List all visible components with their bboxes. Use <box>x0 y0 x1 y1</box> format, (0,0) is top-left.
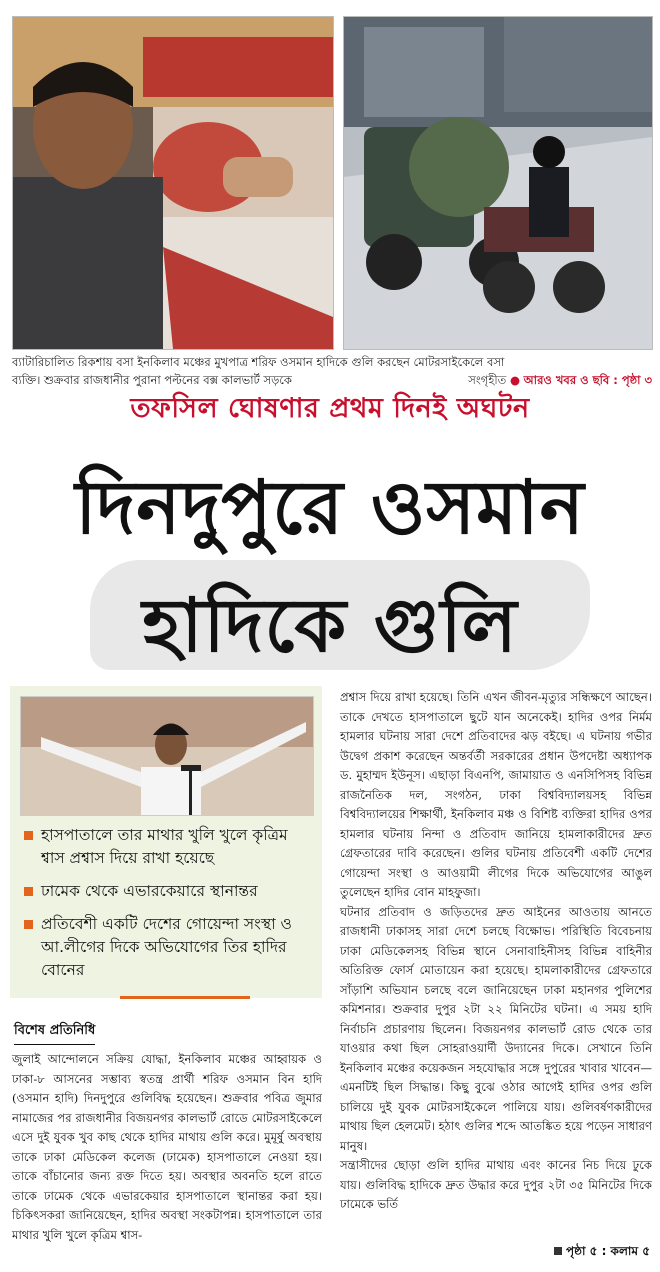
photo-caption <box>12 353 652 389</box>
continued-on-page[interactable] <box>554 1243 650 1263</box>
cctv-shooting-photo <box>343 16 653 350</box>
body-paragraph: প্রশ্বাস দিয়ে রাখা হয়েছে। তিনি এখন জীবন-মৃত্যুর সন্ধিক্ষণে আছেন। তাকে দেখতে হাসপাতালে ছুটে যান অনেকেই। হাদির ওপর নির্মম হামলার ঘটনায় সারা দেশে প্রতিবাদের ঝড় বইছে। এ ঘটনায় গভীর উদ্বেগ প্রকাশ করেছেন অন্তর্বর্তী সরকারের প্রধান উপদেষ্টা অধ্যাপক ড. মুহাম্মদ ইউনূস। এছাড়া বিএনপি, জামায়াত ও এনসিপিসহ বিভিন্ন রাজনৈতিক দল, সংগঠন, ঢাকা বিশ্ববিদ্যালয়সহ বিভিন্ন বিশ্ববিদ্যালয়ের শিক্ষার্থী, ইনকিলাব মঞ্চ ও বিশিষ্ট ব্যক্তিরা হাদির ওপর হামলার ঘটনায় নিন্দা ও প্রতিবাদ জানিয়ে হামলাকারীদের দ্রুত গ্রেফতারের দাবি করেছেন। গুলির ঘটনায় প্রতিবেশী একটি দেশের গোয়েন্দা সংস্থা ও আওয়ামী লীগের দিকে অভিযোগের আঙুল তুলেছেন হাদির বোন মাহফুজা। <box>340 690 652 899</box>
body-paragraph: সন্ত্রাসীদের ছোড়া গুলি হাদির মাথায় এবং কানের নিচ দিয়ে ঢুকে যায়। গুলিবিদ্ধ হাদিকে দ্রুত উদ্ধার করে দুপুর ২টা ৩৫ মিনিটের দিকে ঢামেকে ভর্তি <box>340 1158 652 1211</box>
headline-line-2: হাদিকে গুলি <box>142 583 518 669</box>
square-bullet-icon <box>554 1247 562 1255</box>
highlight-item <box>24 824 314 870</box>
square-bullet-icon <box>24 920 33 929</box>
highlight-text: হাসপাতালে তার মাথার খুলি খুলে কৃত্রিম শ্বাস প্রশ্বাস দিয়ে রাখা হয়েছে <box>41 826 288 867</box>
body-paragraph: ঘটনার প্রতিবাদ ও জড়িতদের দ্রুত আইনের আওতায় আনতে রাজধানী ঢাকাসহ সারা দেশে চলছে বিক্ষোভ। পরিস্থিতি বিবেচনায় ঢাকা মেডিকেলসহ বিভিন্ন স্থানে সেনাবাহিনীসহ বিভিন্ন বাহিনীর অতিরিক্ত ফোর্স মোতায়েন করা হয়েছে। হামলাকারীদের গ্রেফতারে সাঁড়াশি অভিযান চলছে বলে জানিয়েছেন ঢাকা মহানগর পুলিশের কমিশনার। শুক্রবার দুপুর ২টা ২২ মিনিটের ঘটনা। এ সময় হাদি নির্বাচনি প্রচারণায় ছিলেন। বিজয়নগর কালভার্ট রোড থেকে তার যাওয়ার কথা ছিল সোহরাওয়ার্দী উদ্যানের দিকে। সেখানে তিনি ইনকিলাব মঞ্চের কয়েকজন সহযোদ্ধার সঙ্গে দুপুরের খাবার খাবেন—এমনটিই ছিল সিদ্ধান্ত। কিছু বুঝে ওঠার আগেই হাদির ওপর গুলি চালিয়ে দুই যুবক মোটরসাইকেলে পালিয়ে যায়। গুলিবর্ষণকারীদের মাথায় ছিল হেলমেট। হঠাৎ গুলির শব্দে আতঙ্কিত হয়ে পড়েন সাধারণ মানুষ। <box>340 904 652 1153</box>
square-bullet-icon <box>24 887 33 896</box>
article-column-right <box>340 688 652 1215</box>
kicker-headline: তফসিল ঘোষণার প্রথম দিনই অঘটন <box>130 393 530 424</box>
continue-text: পৃষ্ঠা ৫ : কলাম ৫ <box>565 1244 650 1258</box>
article-column-left <box>12 1050 322 1245</box>
highlight-text: ঢামেক থেকে এভারকেয়ারে স্থানান্তর <box>41 882 258 900</box>
caption-line-1: ব্যাটারিচালিত রিকশায় বসা ইনকিলাব মঞ্চের মুখপাত্র শরিফ ওসমান হাদিকে গুলি করছেন মোটরসাইকেলে বসা <box>12 355 505 369</box>
headline-line-1: দিনদুপুরে ওসমান <box>75 465 585 551</box>
more-news-link[interactable]: আরও খবর ও ছবি : পৃষ্ঠা ৩ <box>523 373 652 387</box>
photo-credit: সংগৃহীত <box>468 373 507 387</box>
rickshaw-photo <box>12 16 334 350</box>
byline: বিশেষ প্রতিনিধি <box>14 1021 95 1045</box>
box-divider <box>120 996 250 999</box>
caption-credit-and-more <box>468 371 652 389</box>
caption-line-2: ব্যক্তি। শুক্রবার রাজধানীর পুরানা পল্টনের বক্স কালভার্ট সড়কে <box>12 373 292 387</box>
square-bullet-icon <box>24 831 33 840</box>
highlight-list <box>24 824 314 992</box>
speaker-photo <box>20 696 314 816</box>
bullet-dot-icon: ● <box>509 373 520 387</box>
highlight-text: প্রতিবেশী একটি দেশের গোয়েন্দা সংস্থা ও আ.লীগের দিকে অভিযোগের তির হাদির বোনের <box>41 915 292 979</box>
highlight-item <box>24 913 314 982</box>
highlights-box <box>10 686 322 998</box>
highlight-item <box>24 880 314 903</box>
body-paragraph: জুলাই আন্দোলনে সক্রিয় যোদ্ধা, ইনকিলাব মঞ্চের আহ্বায়ক ও ঢাকা-৮ আসনের সম্ভাব্য স্বতন্ত্র প্রার্থী শরিফ ওসমান বিন হাদি (ওসমান হাদি) দিনদুপুরে গুলিবিদ্ধ হয়েছেন। শুক্রবার পবিত্র জুমার নামাজের পর রাজধানীর বিজয়নগর কালভার্ট রোডে মোটরসাইকেলে এসে দুই যুবক খুব কাছ থেকে হাদির মাথায় গুলি করে। মুমূর্ষু অবস্থায় তাকে ঢাকা মেডিকেল কলেজ (ঢামেক) হাসপাতালে নেওয়া হয়। তাকে বাঁচানোর জন্য রক্ত দিতে হয়। অবস্থার অবনতি হলে রাতে তাকে ঢামেক থেকে এভারকেয়ার হাসপাতালে স্থানান্তর করা হয়। চিকিৎসকরা জানিয়েছেন, হাদির অবস্থা সংকটাপন্ন। হাসপাতালে তার মাথার খুলি খুলে কৃত্রিম শ্বাস- <box>12 1052 322 1242</box>
